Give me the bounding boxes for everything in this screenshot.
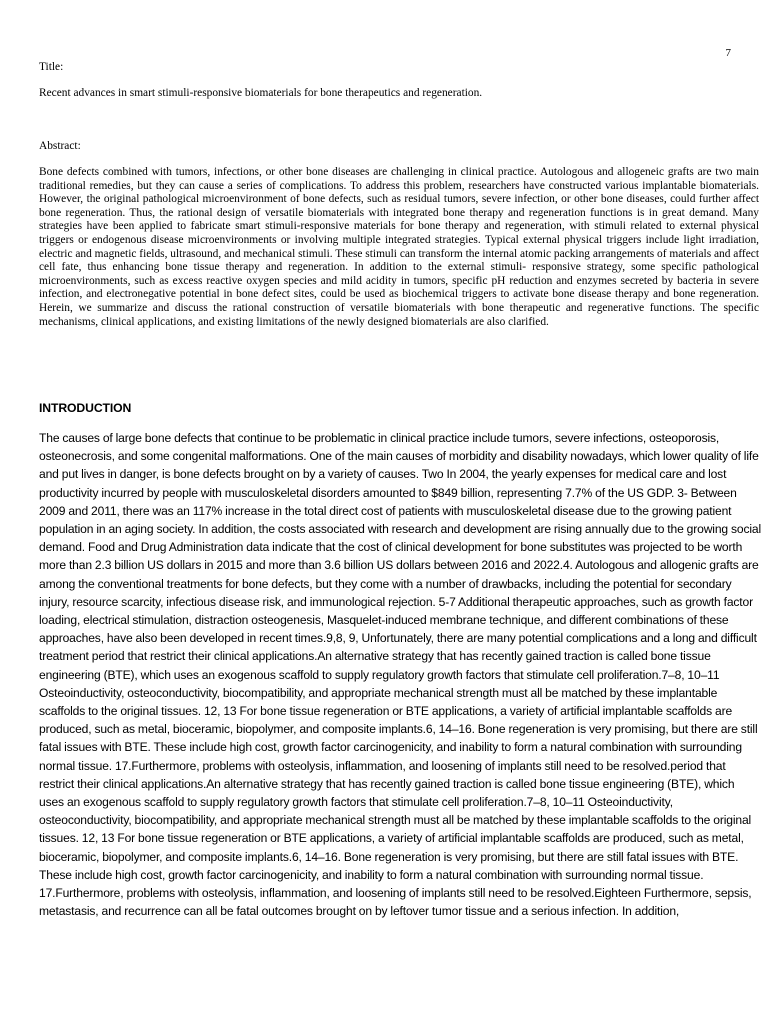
introduction-paragraph: The causes of large bone defects that continue to be problematic in clinical practice include tumors, severe infections, osteoporosis, osteonecrosis, and some congenital malformations. One of the main causes of morbidity and disability nowadays, which lower quality of life and put lives in danger, is bone defects brought on by a variety of causes. Two In 2004, the yearly expenses for medical care and lost productivity incurred by people with musculoskeletal disorders amounted to $849 billion, representing 7.7% of the US GDP. 3- Between 2009 and 2011, there was an 117% increase in the total direct cost of patients with musculoskeletal disease due to the growing patient population in an aging society. In addition, the costs associated with research and development are rising annually due to the growing social demand. Food and Drug Administration data indicate that the cost of clinical development for bone substitutes was projected to be worth more than 2.3 billion US dollars in 2015 and more than 3.6 billion US dollars between 2016 and 2022.4. Autologous and allogenic grafts are among the conventional treatments for bone defects, but they come with a number of drawbacks, including the potential for secondary injury, resource scarcity, infectious disease risk, and immunological rejection. 5-7 Additional therapeutic approaches, such as growth factor loading, electrical stimulation, distraction osteogenesis, Masquelet-induced membrane technique, and different combinations of these approaches, have also been developed in recent times.9,8, 9, Unfortunately, there are many potential complications and a long and difficult treatment period that restrict their clinical applications.An alternative strategy that has recently gained traction is called bone tissue engineering (BTE), which uses an exogenous scaffold to supply regulatory growth factors that stimulate cell proliferation.7–8, 10–11 Osteoinductivity, osteoconductivity, biocompatibility, and appropriate mechanical strength must all be matched by these implantable scaffolds to the original tissues. 12, 13 For bone tissue regeneration or BTE applications, a variety of artificial implantable scaffolds are produced, such as metal, bioceramic, biopolymer, and composite implants.6, 14–16. Bone regeneration is very promising, but there are still fatal issues with BTE. These include high cost, growth factor carcinogenicity, and inability to form a natural combination with surrounding normal tissue. 17.Furthermore, problems with osteolysis, inflammation, and loosening of implants still need to be resolved.period that restrict their clinical applications.An alternative strategy that has recently gained traction is called bone tissue engineering (BTE), which uses an exogenous scaffold to supply regulatory growth factors that stimulate cell proliferation.7–8, 10–11 Osteoinductivity, osteoconductivity, biocompatibility, and appropriate mechanical strength must all be matched by these implantable scaffolds to the original tissues. 12, 13 For bone tissue regeneration or BTE applications, a variety of artificial implantable scaffolds are produced, such as metal, bioceramic, biopolymer, and composite implants.6, 14–16. Bone regeneration is very promising, but there are still fatal issues with BTE. These include high cost, growth factor carcinogenicity, and inability to form a natural combination with surrounding normal tissue. 17.Furthermore, problems with osteolysis, inflammation, and loosening of implants still need to be resolved.Eighteen Furthermore, sepsis, metastasis, and recurrence can all be fatal outcomes brought on by leftover tumor tissue and a serious infection. In addition, xyxy=(39,431,762,919)
abstract-label: Abstract: xyxy=(39,140,81,152)
abstract-paragraph: Bone defects combined with tumors, infections, or other bone diseases are challenging in clinical practice. Autologous and allogeneic grafts are two main traditional remedies, but they can cause a series of complications. To address this problem, researchers have constructed various implantable biomaterials. However, the original pathological microenvironment of bone defects, such as residual tumors, severe infection, or other bone diseases, could further affect bone regeneration. Thus, the rational design of versatile biomaterials with integrated bone therapy and regeneration functions is in great demand. Many strategies have been applied to fabricate smart stimuli-responsive materials for bone therapy and regeneration, with stimuli related to external physical triggers or endogenous disease microenvironments or involving multiple integrated strategies. Typical external physical triggers include light irradiation, electric and magnetic fields, ultrasound, and mechanical stimuli. These stimuli can transform the internal atomic packing arrangements of materials and affect cell fate, thus enhancing bone tissue therapy and regeneration. In addition to the external stimuli- responsive strategy, some specific pathological microenvironments, such as excess reactive oxygen species and mild acidity in tumors, specific pH reduction and enzymes secreted by bacteria in severe infection, and electronegative potential in bone defect sites, could be used as biochemical triggers to activate bone disease therapy and bone regeneration. Herein, we summarize and discuss the rational construction of versatile biomaterials with bone therapeutic and regenerative functions. The specific mechanisms, clinical applications, and existing limitations of the newly designed biomaterials are also clarified. xyxy=(39,166,759,328)
introduction-heading: INTRODUCTION xyxy=(39,401,132,415)
paper-title: Recent advances in smart stimuli-responsive biomaterials for bone therapeutics and regeneration. xyxy=(39,87,483,99)
page-number: 7 xyxy=(725,47,731,59)
title-label: Title: xyxy=(39,61,64,73)
